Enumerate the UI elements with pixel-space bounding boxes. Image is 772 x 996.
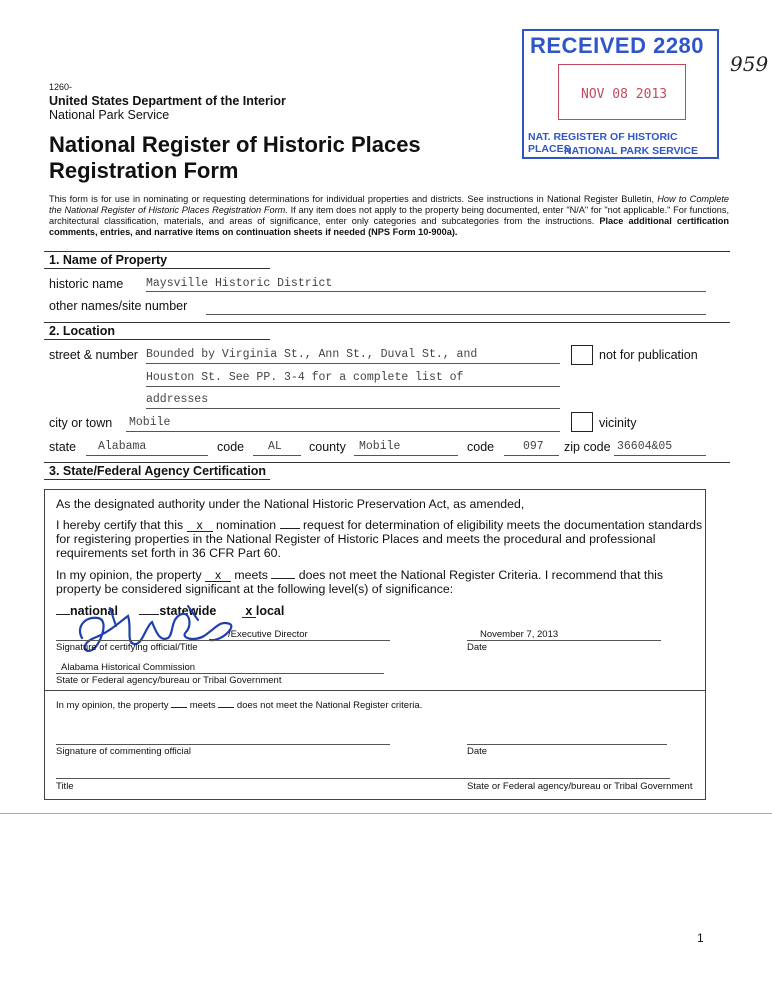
not-for-publication-label: not for publication xyxy=(599,348,698,362)
street-line2[interactable]: Houston St. See PP. 3-4 for a complete list of xyxy=(146,371,464,384)
form-number: 1260- xyxy=(49,82,73,92)
level-local: local xyxy=(255,604,285,618)
city-underline xyxy=(126,431,560,432)
intro-text1: This form is for use in nominating or requesting determinations for individual properties and districts. See instructions in National Register Bulletin, xyxy=(49,194,658,204)
comment-sig-label: Signature of commenting official xyxy=(56,746,192,757)
city-label: city or town xyxy=(49,416,113,430)
state-code-field[interactable]: AL xyxy=(268,440,282,453)
other-names-underline xyxy=(206,314,706,315)
agency-label: State or Federal agency/bureau or Tribal Government xyxy=(56,675,282,686)
street-underline3 xyxy=(146,408,560,409)
city-field[interactable]: Mobile xyxy=(129,416,171,429)
page-title xyxy=(49,132,421,184)
section1-heading: 1. Name of Property xyxy=(49,253,168,267)
cert-p3b: meets xyxy=(231,568,272,582)
opinion2-meets-mark[interactable] xyxy=(171,707,187,708)
agency-name-value: Alabama Historical Commission xyxy=(61,662,196,673)
opinion2a: In my opinion, the property xyxy=(56,700,172,711)
county-underline xyxy=(354,455,458,456)
cert-divider xyxy=(44,690,706,691)
cert-p2c: request for determination of eligibility meets the documentation standards for registering properties in the National Register of Historic Places and meets the procedural and professional requirements set forth in 36 CFR Part 60. xyxy=(56,518,703,560)
comment-sig-underline xyxy=(56,744,390,745)
cert-p3c: does not meet the National Register Criteria. I recommend that this property be considered significant at the following level(s) of significance: xyxy=(56,568,664,596)
cert-paragraph3 xyxy=(56,568,704,596)
county-label: county xyxy=(309,440,346,454)
zip-underline xyxy=(614,455,706,456)
cert-paragraph1: As the designated authority under the National Historic Preservation Act, as amended, xyxy=(56,497,525,511)
page-rule xyxy=(0,813,772,814)
local-mark[interactable]: x xyxy=(242,605,256,618)
agency-name: National Park Service xyxy=(49,108,170,122)
page-number: 1 xyxy=(697,931,704,945)
county-code-label: code xyxy=(467,440,495,454)
intro-bold: Place additional certification comments, entries, and narrative items on continuation sheets if needed (NPS Form 10-900a). xyxy=(49,216,730,237)
other-names-label: other names/site number xyxy=(49,299,188,313)
stamp-line2: NATIONAL PARK SERVICE xyxy=(564,145,698,157)
section3-heading: 3. State/Federal Agency Certification xyxy=(49,464,266,478)
department-name: United States Department of the Interior xyxy=(49,94,286,108)
stamp-received: RECEIVED 2280 xyxy=(530,33,705,58)
level-national: national xyxy=(70,604,118,618)
section1-bottom-rule xyxy=(44,268,270,269)
state-code-underline xyxy=(253,455,301,456)
zip-label: zip code xyxy=(564,440,611,454)
street-line1[interactable]: Bounded by Virginia St., Ann St., Duval St., and xyxy=(146,348,478,361)
not-meet-mark[interactable] xyxy=(271,578,295,579)
stamp-date: NOV 08 2013 xyxy=(581,87,668,102)
intro-paragraph xyxy=(49,194,729,238)
date-label: Date xyxy=(467,642,488,653)
nomination-mark[interactable]: x xyxy=(187,519,213,532)
national-mark[interactable] xyxy=(56,614,70,615)
title-label: Title xyxy=(56,781,74,792)
not-for-publication-checkbox[interactable] xyxy=(571,345,593,365)
historic-name-underline xyxy=(146,291,706,292)
vicinity-label: vicinity xyxy=(599,416,637,430)
level-statewide: statewide xyxy=(159,604,217,618)
title-underline xyxy=(56,778,670,779)
comment-date-underline xyxy=(467,744,667,745)
stamp-line1: NAT. REGISTER OF HISTORIC PLACES xyxy=(528,131,678,155)
street-label: street & number xyxy=(49,348,138,362)
received-stamp xyxy=(522,29,719,159)
meets-mark[interactable]: x xyxy=(205,569,231,582)
zip-field[interactable]: 36604&05 xyxy=(617,440,673,453)
intro-italic: How to Complete the National Register of Historic Places Registration Form. xyxy=(49,194,730,215)
opinion2b: meets xyxy=(187,700,219,711)
intro-text2: If any item does not apply to the property being documented, enter "N/A" for "not applicable." For functions, architectural classification, materials, and areas of significance, enter only categories and subcategories from the instructions. xyxy=(49,205,730,226)
agency2-label: State or Federal agency/bureau or Tribal Government xyxy=(467,781,693,792)
cert-p2b: nomination xyxy=(212,518,280,532)
section2-heading: 2. Location xyxy=(49,324,115,338)
street-underline1 xyxy=(146,363,560,364)
state-underline xyxy=(86,455,208,456)
section3-bottom-rule xyxy=(44,479,270,480)
state-code-label: code xyxy=(217,440,245,454)
state-field[interactable]: Alabama xyxy=(98,440,147,453)
comment-date-label: Date xyxy=(467,746,488,757)
section2-top-rule xyxy=(44,322,730,323)
title-line2: Registration Form xyxy=(49,158,239,183)
vicinity-checkbox[interactable] xyxy=(571,412,593,432)
signature-underline xyxy=(56,640,390,641)
signature-label: Signature of certifying official/Title xyxy=(56,642,198,653)
date-underline xyxy=(467,640,661,641)
opinion2c: does not meet the National Register criteria. xyxy=(234,700,423,711)
county-code-field[interactable]: 097 xyxy=(523,440,544,453)
cert-paragraph2 xyxy=(56,518,704,560)
cert-p3a: In my opinion, the property xyxy=(56,568,206,582)
opinion2-not-meet-mark[interactable] xyxy=(218,707,234,708)
stamp-date-box xyxy=(558,64,686,120)
agency-underline xyxy=(56,673,384,674)
opinion2-text xyxy=(56,700,422,711)
historic-name-field[interactable]: Maysville Historic District xyxy=(146,277,333,290)
section1-top-rule xyxy=(44,251,730,252)
signing-date: November 7, 2013 xyxy=(480,629,559,640)
historic-name-label: historic name xyxy=(49,277,124,291)
handwritten-note: 959 xyxy=(730,52,769,76)
signer-title: /Executive Director xyxy=(228,629,308,640)
state-label: state xyxy=(49,440,77,454)
county-field[interactable]: Mobile xyxy=(359,440,401,453)
county-code-underline xyxy=(504,455,559,456)
cert-p2a: I hereby certify that this xyxy=(56,518,187,532)
street-underline2 xyxy=(146,386,560,387)
request-mark[interactable] xyxy=(280,528,300,529)
section3-top-rule xyxy=(44,462,730,463)
title-line1: National Register of Historic Places xyxy=(49,132,421,157)
section2-bottom-rule xyxy=(44,339,270,340)
street-line3[interactable]: addresses xyxy=(146,393,209,406)
